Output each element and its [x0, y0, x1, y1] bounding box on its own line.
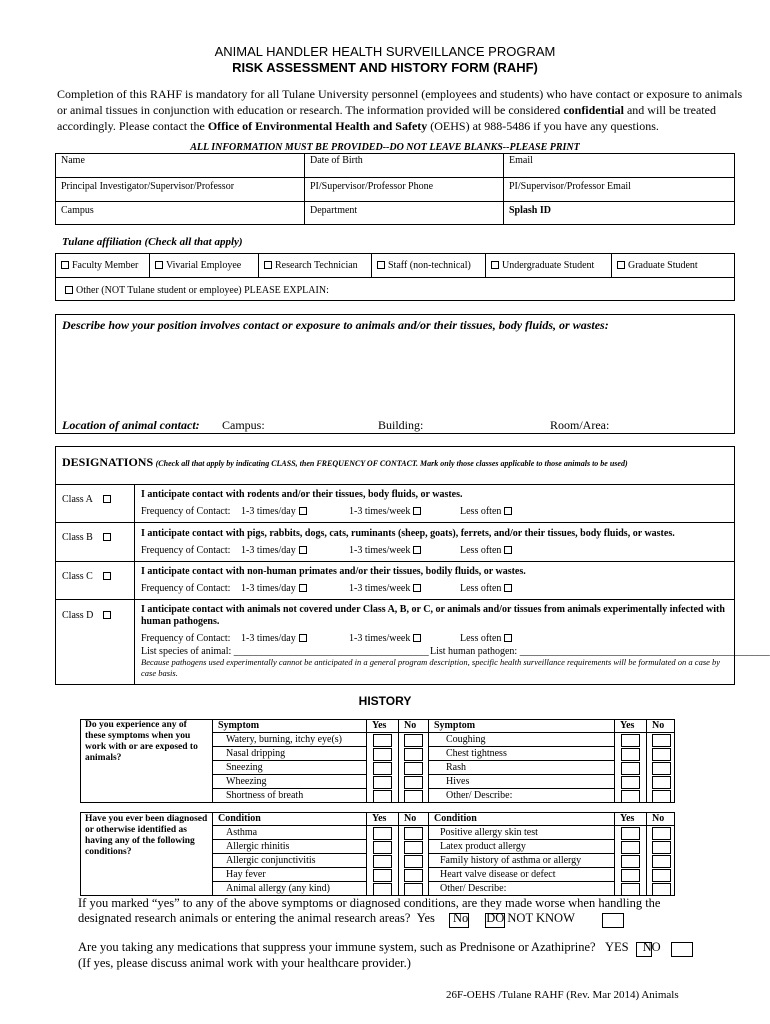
designations-note: (Check all that apply by indicating CLASS, then FREQUENCY OF CONTACT. Mark only those classes applicable to those animals to be used) [155, 459, 628, 468]
class-a-text: I anticipate contact with rodents and/or their tissues, body fluids, or wastes. [141, 489, 463, 500]
form-title: ANIMAL HANDLER HEALTH SURVEILLANCE PROGRAM [214, 44, 556, 59]
yes-checkbox[interactable] [621, 762, 640, 775]
checkbox-icon[interactable] [504, 507, 512, 515]
checkbox-icon[interactable] [299, 507, 307, 515]
checkbox-icon[interactable] [413, 507, 421, 515]
location-room[interactable]: Room/Area: [550, 418, 610, 432]
no-header: No [652, 720, 665, 731]
freq-less[interactable]: Less often [460, 506, 515, 517]
symptom-item: Nasal dripping [226, 748, 286, 759]
checkbox-icon[interactable] [377, 261, 385, 269]
yes-checkbox[interactable] [373, 762, 392, 775]
condition-item: Positive allergy skin test [440, 827, 538, 838]
checkbox-icon[interactable] [61, 261, 69, 269]
no-checkbox[interactable] [652, 883, 671, 896]
yes-checkbox[interactable] [373, 734, 392, 747]
symptom-item: Other/ Describe: [446, 790, 513, 801]
no-box[interactable] [485, 913, 505, 928]
yes-checkbox[interactable] [621, 734, 640, 747]
symptom-header: Symptom [434, 720, 476, 731]
email-field[interactable]: Email [509, 155, 533, 166]
condition-item: Allergic conjunctivitis [226, 855, 316, 866]
no-checkbox[interactable] [404, 841, 423, 854]
freq-label: Frequency of Contact: [141, 633, 231, 644]
class-c-text: I anticipate contact with non-human primates and/or their tissues, bodily fluids, or wastes. [141, 566, 526, 577]
yes-checkbox[interactable] [621, 883, 640, 896]
checkbox-icon[interactable] [617, 261, 625, 269]
yes-box[interactable] [449, 913, 469, 928]
conditions-question: Have you ever been diagnosed or otherwise identified as having any of the following conditions? [85, 814, 208, 857]
yes-checkbox[interactable] [373, 883, 392, 896]
option-research-tech[interactable]: Research Technician [261, 260, 358, 271]
checkbox-icon[interactable] [103, 572, 111, 580]
history-heading: HISTORY [358, 694, 412, 708]
freq-less[interactable]: Less often [460, 583, 515, 594]
yes-checkbox[interactable] [621, 748, 640, 761]
question-medication: Are you taking any medications that suppress your immune system, such as Prednisone or Azathiprine? YES NO [78, 940, 661, 955]
location-campus[interactable]: Campus: [222, 418, 265, 432]
describe-label: Describe how your position involves contact or exposure to animals and/or their tissues, body fluids, or wastes: [62, 318, 609, 332]
yes-checkbox[interactable] [373, 869, 392, 882]
condition-item: Animal allergy (any kind) [226, 883, 330, 894]
freq-day[interactable]: 1-3 times/day [241, 583, 310, 594]
notice: ALL INFORMATION MUST BE PROVIDED--DO NOT LEAVE BLANKS--PLEASE PRINT [190, 142, 580, 153]
checkbox-icon[interactable] [491, 261, 499, 269]
yes-checkbox[interactable] [373, 790, 392, 803]
yes-box[interactable] [636, 942, 652, 957]
checkbox-icon[interactable] [65, 286, 73, 294]
option-undergrad[interactable]: Undergraduate Student [488, 260, 594, 271]
class-a-label[interactable]: Class A [62, 494, 114, 505]
symptom-item: Rash [446, 762, 466, 773]
condition-item: Heart valve disease or defect [440, 869, 556, 880]
designations-heading: DESIGNATIONS [62, 455, 154, 469]
class-d-note: Because pathogens used experimentally cannot be anticipated in a general program description, specific health surveillance requirements will be formulated on a case by case basis. [141, 657, 721, 678]
checkbox-icon[interactable] [155, 261, 163, 269]
condition-header: Condition [434, 813, 477, 824]
yes-header: Yes [620, 720, 635, 731]
no-checkbox[interactable] [404, 869, 423, 882]
yes-checkbox[interactable] [373, 776, 392, 789]
no-header: No [404, 720, 417, 731]
checkbox-icon[interactable] [103, 495, 111, 503]
freq-week[interactable]: 1-3 times/week [349, 506, 424, 517]
yes-checkbox[interactable] [373, 855, 392, 868]
yes-header: Yes [372, 720, 387, 731]
question-worse-line1: If you marked “yes” to any of the above symptoms or diagnosed conditions, are they made worse when handling the [78, 896, 661, 910]
condition-item: Hay fever [226, 869, 266, 880]
symptom-header: Symptom [218, 720, 260, 731]
no-checkbox[interactable] [652, 855, 671, 868]
freq-label: Frequency of Contact: [141, 506, 231, 517]
no-checkbox[interactable] [652, 827, 671, 840]
yes-header: Yes [620, 813, 635, 824]
yes-checkbox[interactable] [621, 827, 640, 840]
checkbox-icon[interactable] [299, 546, 307, 554]
form-subtitle: RISK ASSESSMENT AND HISTORY FORM (RAHF) [232, 60, 538, 75]
campus-field[interactable]: Campus [61, 205, 94, 216]
checkbox-icon[interactable] [413, 584, 421, 592]
checkbox-icon[interactable] [299, 634, 307, 642]
checkbox-icon[interactable] [413, 546, 421, 554]
pi-field[interactable]: Principal Investigator/Supervisor/Professor [61, 181, 235, 192]
symptom-item: Chest tightness [446, 748, 507, 759]
yes-checkbox[interactable] [373, 841, 392, 854]
freq-week[interactable]: 1-3 times/week [349, 583, 424, 594]
checkbox-icon[interactable] [103, 533, 111, 541]
option-other[interactable]: Other (NOT Tulane student or employee) PLEASE EXPLAIN: [62, 285, 329, 296]
option-vivarial[interactable]: Vivarial Employee [152, 260, 241, 271]
no-checkbox[interactable] [652, 776, 671, 789]
designations-heading-block [62, 456, 726, 470]
freq-day[interactable]: 1-3 times/day [241, 506, 310, 517]
medication-note: (If yes, please discuss animal work with your healthcare provider.) [78, 956, 411, 970]
pathogen-field[interactable]: List human pathogen: __________________________________________________ [430, 646, 770, 657]
yes-checkbox[interactable] [621, 776, 640, 789]
yes-checkbox[interactable] [621, 869, 640, 882]
freq-week[interactable]: 1-3 times/week [349, 545, 424, 556]
checkbox-icon[interactable] [413, 634, 421, 642]
yes-checkbox[interactable] [373, 748, 392, 761]
no-checkbox[interactable] [404, 762, 423, 775]
freq-less[interactable]: Less often [460, 633, 515, 644]
no-checkbox[interactable] [404, 855, 423, 868]
no-checkbox[interactable] [404, 790, 423, 803]
condition-item: Allergic rhinitis [226, 841, 290, 852]
condition-item: Latex product allergy [440, 841, 526, 852]
no-checkbox[interactable] [404, 748, 423, 761]
option-faculty[interactable]: Faculty Member [58, 260, 138, 271]
class-c-label[interactable]: Class C [62, 571, 114, 582]
yes-checkbox[interactable] [621, 790, 640, 803]
location-label: Location of animal contact: [62, 418, 200, 432]
class-d-text: I anticipate contact with animals not covered under Class A, B, or C, or animals and/or tissues from animals experimentally infected with human pathogens. [141, 604, 725, 627]
no-checkbox[interactable] [652, 869, 671, 882]
no-checkbox[interactable] [404, 734, 423, 747]
symptoms-question: Do you experience any of these symptoms when you work with or are exposed to animals? [85, 720, 198, 763]
freq-day[interactable]: 1-3 times/day [241, 545, 310, 556]
pi-email-field[interactable]: PI/Supervisor/Professor Email [509, 181, 631, 192]
freq-less[interactable]: Less often [460, 545, 515, 556]
freq-day[interactable]: 1-3 times/day [241, 633, 310, 644]
affiliation-heading: Tulane affiliation (Check all that apply) [62, 236, 243, 248]
no-checkbox[interactable] [404, 883, 423, 896]
species-field[interactable]: List species of animal: _______________________________________ [141, 646, 429, 657]
yes-checkbox[interactable] [373, 827, 392, 840]
checkbox-icon[interactable] [264, 261, 272, 269]
yes-checkbox[interactable] [621, 841, 640, 854]
no-box[interactable] [671, 942, 693, 957]
department-field[interactable]: Department [310, 205, 358, 216]
no-checkbox[interactable] [652, 762, 671, 775]
freq-label: Frequency of Contact: [141, 583, 231, 594]
class-b-label[interactable]: Class B [62, 532, 114, 543]
condition-header: Condition [218, 813, 261, 824]
checkbox-icon[interactable] [299, 584, 307, 592]
no-header: No [652, 813, 665, 824]
checkbox-icon[interactable] [103, 611, 111, 619]
no-checkbox[interactable] [404, 827, 423, 840]
class-d-label[interactable]: Class D [62, 610, 114, 621]
intro-paragraph: Completion of this RAHF is mandatory for all Tulane University personnel (employees and students) who have contact or exposure to animals or animal tissues in conjunction with education or research. The information provided will be considered confidential and will be treated accordingly. Please contact the Office of Environmental Health and Safety (OEHS) at 988-5486 if you have any questions. [57, 87, 743, 133]
location-building[interactable]: Building: [378, 418, 424, 432]
condition-item: Other/ Describe: [440, 883, 507, 894]
no-checkbox[interactable] [652, 841, 671, 854]
no-checkbox[interactable] [652, 734, 671, 747]
symptom-item: Wheezing [226, 776, 267, 787]
dob-field[interactable]: Date of Birth [310, 155, 363, 166]
symptom-item: Shortness of breath [226, 790, 304, 801]
form-id: 26F-OEHS /Tulane RAHF (Rev. Mar 2014) Animals [446, 989, 679, 1001]
yes-checkbox[interactable] [621, 855, 640, 868]
question-worse-line2: designated research animals or entering the animal research areas? Yes No DO NOT KNOW [78, 911, 575, 926]
freq-week[interactable]: 1-3 times/week [349, 633, 424, 644]
symptom-item: Coughing [446, 734, 486, 745]
option-staff[interactable]: Staff (non-technical) [374, 260, 471, 271]
condition-item: Asthma [226, 827, 258, 838]
no-checkbox[interactable] [652, 748, 671, 761]
splash-id-field[interactable]: Splash ID [509, 205, 551, 216]
pi-phone-field[interactable]: PI/Supervisor/Professor Phone [310, 181, 434, 192]
symptom-item: Hives [446, 776, 470, 787]
checkbox-icon[interactable] [504, 634, 512, 642]
class-b-text: I anticipate contact with pigs, rabbits, dogs, cats, ruminants (sheep, goats), ferrets, and/or their tissues, body fluids, or wastes. [141, 528, 675, 539]
no-checkbox[interactable] [652, 790, 671, 803]
checkbox-icon[interactable] [504, 546, 512, 554]
freq-label: Frequency of Contact: [141, 545, 231, 556]
yes-header: Yes [372, 813, 387, 824]
no-checkbox[interactable] [404, 776, 423, 789]
condition-item: Family history of asthma or allergy [440, 855, 582, 866]
option-grad[interactable]: Graduate Student [614, 260, 698, 271]
dont-know-box[interactable] [602, 913, 624, 928]
name-field[interactable]: Name [61, 155, 85, 166]
symptom-item: Watery, burning, itchy eye(s) [226, 734, 343, 745]
symptom-item: Sneezing [226, 762, 263, 773]
checkbox-icon[interactable] [504, 584, 512, 592]
no-header: No [404, 813, 417, 824]
